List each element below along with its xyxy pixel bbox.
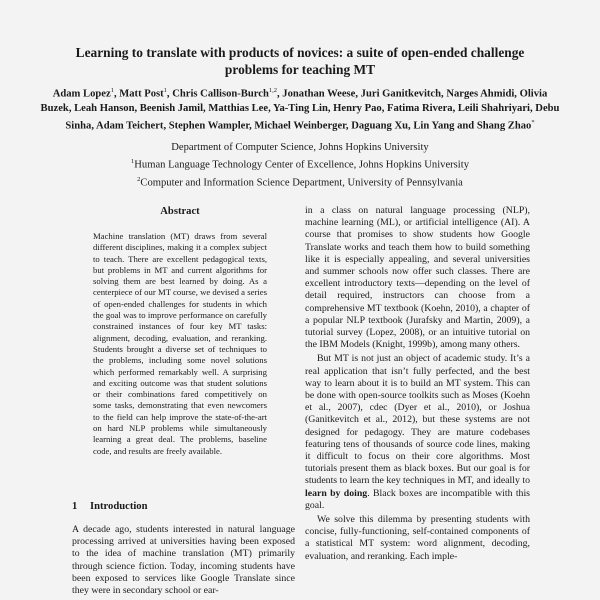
paper-title: Learning to translate with products of novices: a suite of open-ended challenge problems for teaching MT [75, 45, 525, 77]
author-name: Lin Yang [413, 120, 455, 132]
author-name: Michael Weinberger [254, 120, 346, 132]
abstract-heading: Abstract [160, 206, 200, 217]
affiliation-list [40, 141, 560, 191]
author-name: Matthias Lee [208, 102, 269, 114]
affiliation-mark: 1 [131, 158, 135, 166]
author-name: Adam Lopez [52, 88, 111, 100]
paragraph-2-text: But MT is not just an object of academic study. It’s a real application that isn’t fully perfected, and the best way to learn about it is to build an MT system. This can be done with open-source toolkits such as Moses (Koehn et al., 2007), cdec (Dyer et al., 2010), or Joshua (Ganitkevitch et al., 2012), but these systems are not designed for pedagogy. They are mature codebases featuring tens of thousands of source code lines, making it difficult to focus on their core algorithms. Most tutorials present them as black boxes. But our goal is for students to learn the key techniques in MT, and ideally to [305, 353, 530, 487]
author-name: Leili Shahriyari [457, 102, 530, 114]
affiliation-line [40, 173, 560, 191]
author-list: Adam Lopez$^1$, Matt Post$^1$, Chris Callison-Burch$^{1,2}$, Jonathan Weese, Juri Ganitkevitch, Narges Ahmidi, Olivia Buzek, Leah Hanson, Beenish Jamil, Matthias Lee, Ya-Ting Lin, Henry Pao, Fatima Rivera, Leili Shahriyari, Debu Sinha, Adam Teichert, Stephen Wampler, Michael Weinberger, Daguang Xu, Lin Yang and Shang Zhao* [40, 87, 560, 132]
author-name: Beenish Jamil [139, 102, 204, 114]
author-name: Olivia Buzek [40, 88, 548, 114]
affiliation-text: Computer and Information Science Department, University of Pennsylvania [140, 177, 463, 189]
affiliation-line [40, 141, 560, 155]
section-title: Introduction [90, 501, 148, 512]
author-name: Jonathan Weese [282, 88, 356, 100]
author-name: Adam Teichert [96, 120, 164, 132]
author-affiliation-mark: 1 [110, 87, 114, 94]
author-name: Ya-Ting Lin [272, 102, 328, 114]
author-name: Fatima Rivera [386, 102, 453, 114]
author-name: Shang Zhao [476, 120, 532, 132]
author-name: Chris Callison-Burch [172, 88, 269, 100]
paragraph-3: We solve this dilemma by presenting students with concise, fully-functioning, self-contained components of a statistical MT system: word alignment, decoding, evaluation, and reranking. Each imple- [305, 514, 530, 562]
author-affiliation-mark: 1,2 [268, 87, 277, 94]
section-number: 1 [72, 501, 78, 512]
author-name: Narges Ahmidi [446, 88, 515, 100]
author-name: Henry Pao [333, 102, 382, 114]
author-name: Stephen Wampler [168, 120, 250, 132]
affiliation-text: Department of Computer Science, Johns Hopkins University [171, 142, 429, 153]
author-name: Debu Sinha [65, 102, 560, 132]
right-column-body [305, 205, 530, 563]
author-affiliation-mark: * [531, 118, 535, 126]
author-name: Daguang Xu [351, 120, 409, 132]
left-column-body [72, 524, 295, 597]
intro-paragraph: A decade ago, students interested in natural language processing arrived at universities having been exposed to the idea of machine translation (MT) primarily through science fiction. Today, incoming students have been exposed to services like Google Translate since they were in secondary school or ear- [72, 524, 295, 597]
paragraph-2-end: . Black boxes are incompatible with this goal. [305, 487, 530, 511]
paragraph-2 [305, 353, 530, 512]
author-name: Juri Ganitkevitch [360, 88, 442, 100]
author-name: Matt Post [119, 88, 164, 100]
paragraph-1: in a class on natural language processing (NLP), machine learning (ML), or artificial intelligence (AI). A course that promises to show students how Google Translate works and teach them how to build something like it is especially appealing, and several universities and summer schools now offer such classes. There are excellent introductory texts—depending on the level of detail required, instructors can choose from a comprehensive MT textbook (Koehn, 2010), a chapter of a popular NLP textbook (Jurafsky and Martin, 2009), a tutorial survey (Lopez, 2008), or an intuitive tutorial on the IBM Models (Knight, 1999b), among many others. [305, 205, 530, 351]
section-heading-introduction [72, 501, 148, 512]
abstract-text: Machine translation (MT) draws from several different disciplines, making it a complex subject to teach. There are excellent pedagogical texts, but problems in MT and current algorithms for solving them are best learned by doing. As a centerpiece of our MT course, we devised a series of open-ended challenges for students in which the goal was to improve performance on carefully constrained instances of four key MT tasks: alignment, decoding, evaluation, and reranking. Students brought a diverse set of techniques to the problems, including some novel solutions which performed remarkably well. A surprising and exciting outcome was that student solutions or their combinations fared competitively on some tasks, demonstrating that even newcomers to the field can help improve the state-of-the-art on hard NLP problems while simultaneously learning a great deal. The problems, baseline code, and results are freely available. [93, 231, 267, 456]
affiliation-text: Human Language Technology Center of Excellence, Johns Hopkins University [134, 159, 469, 171]
author-and: and [457, 120, 475, 132]
paragraph-2-bold: learn by doing [305, 487, 368, 499]
affiliation-mark: 2 [137, 175, 141, 183]
author-name: Leah Hanson [74, 102, 135, 114]
affiliation-line [40, 155, 560, 173]
author-affiliation-mark: 1 [163, 87, 167, 94]
